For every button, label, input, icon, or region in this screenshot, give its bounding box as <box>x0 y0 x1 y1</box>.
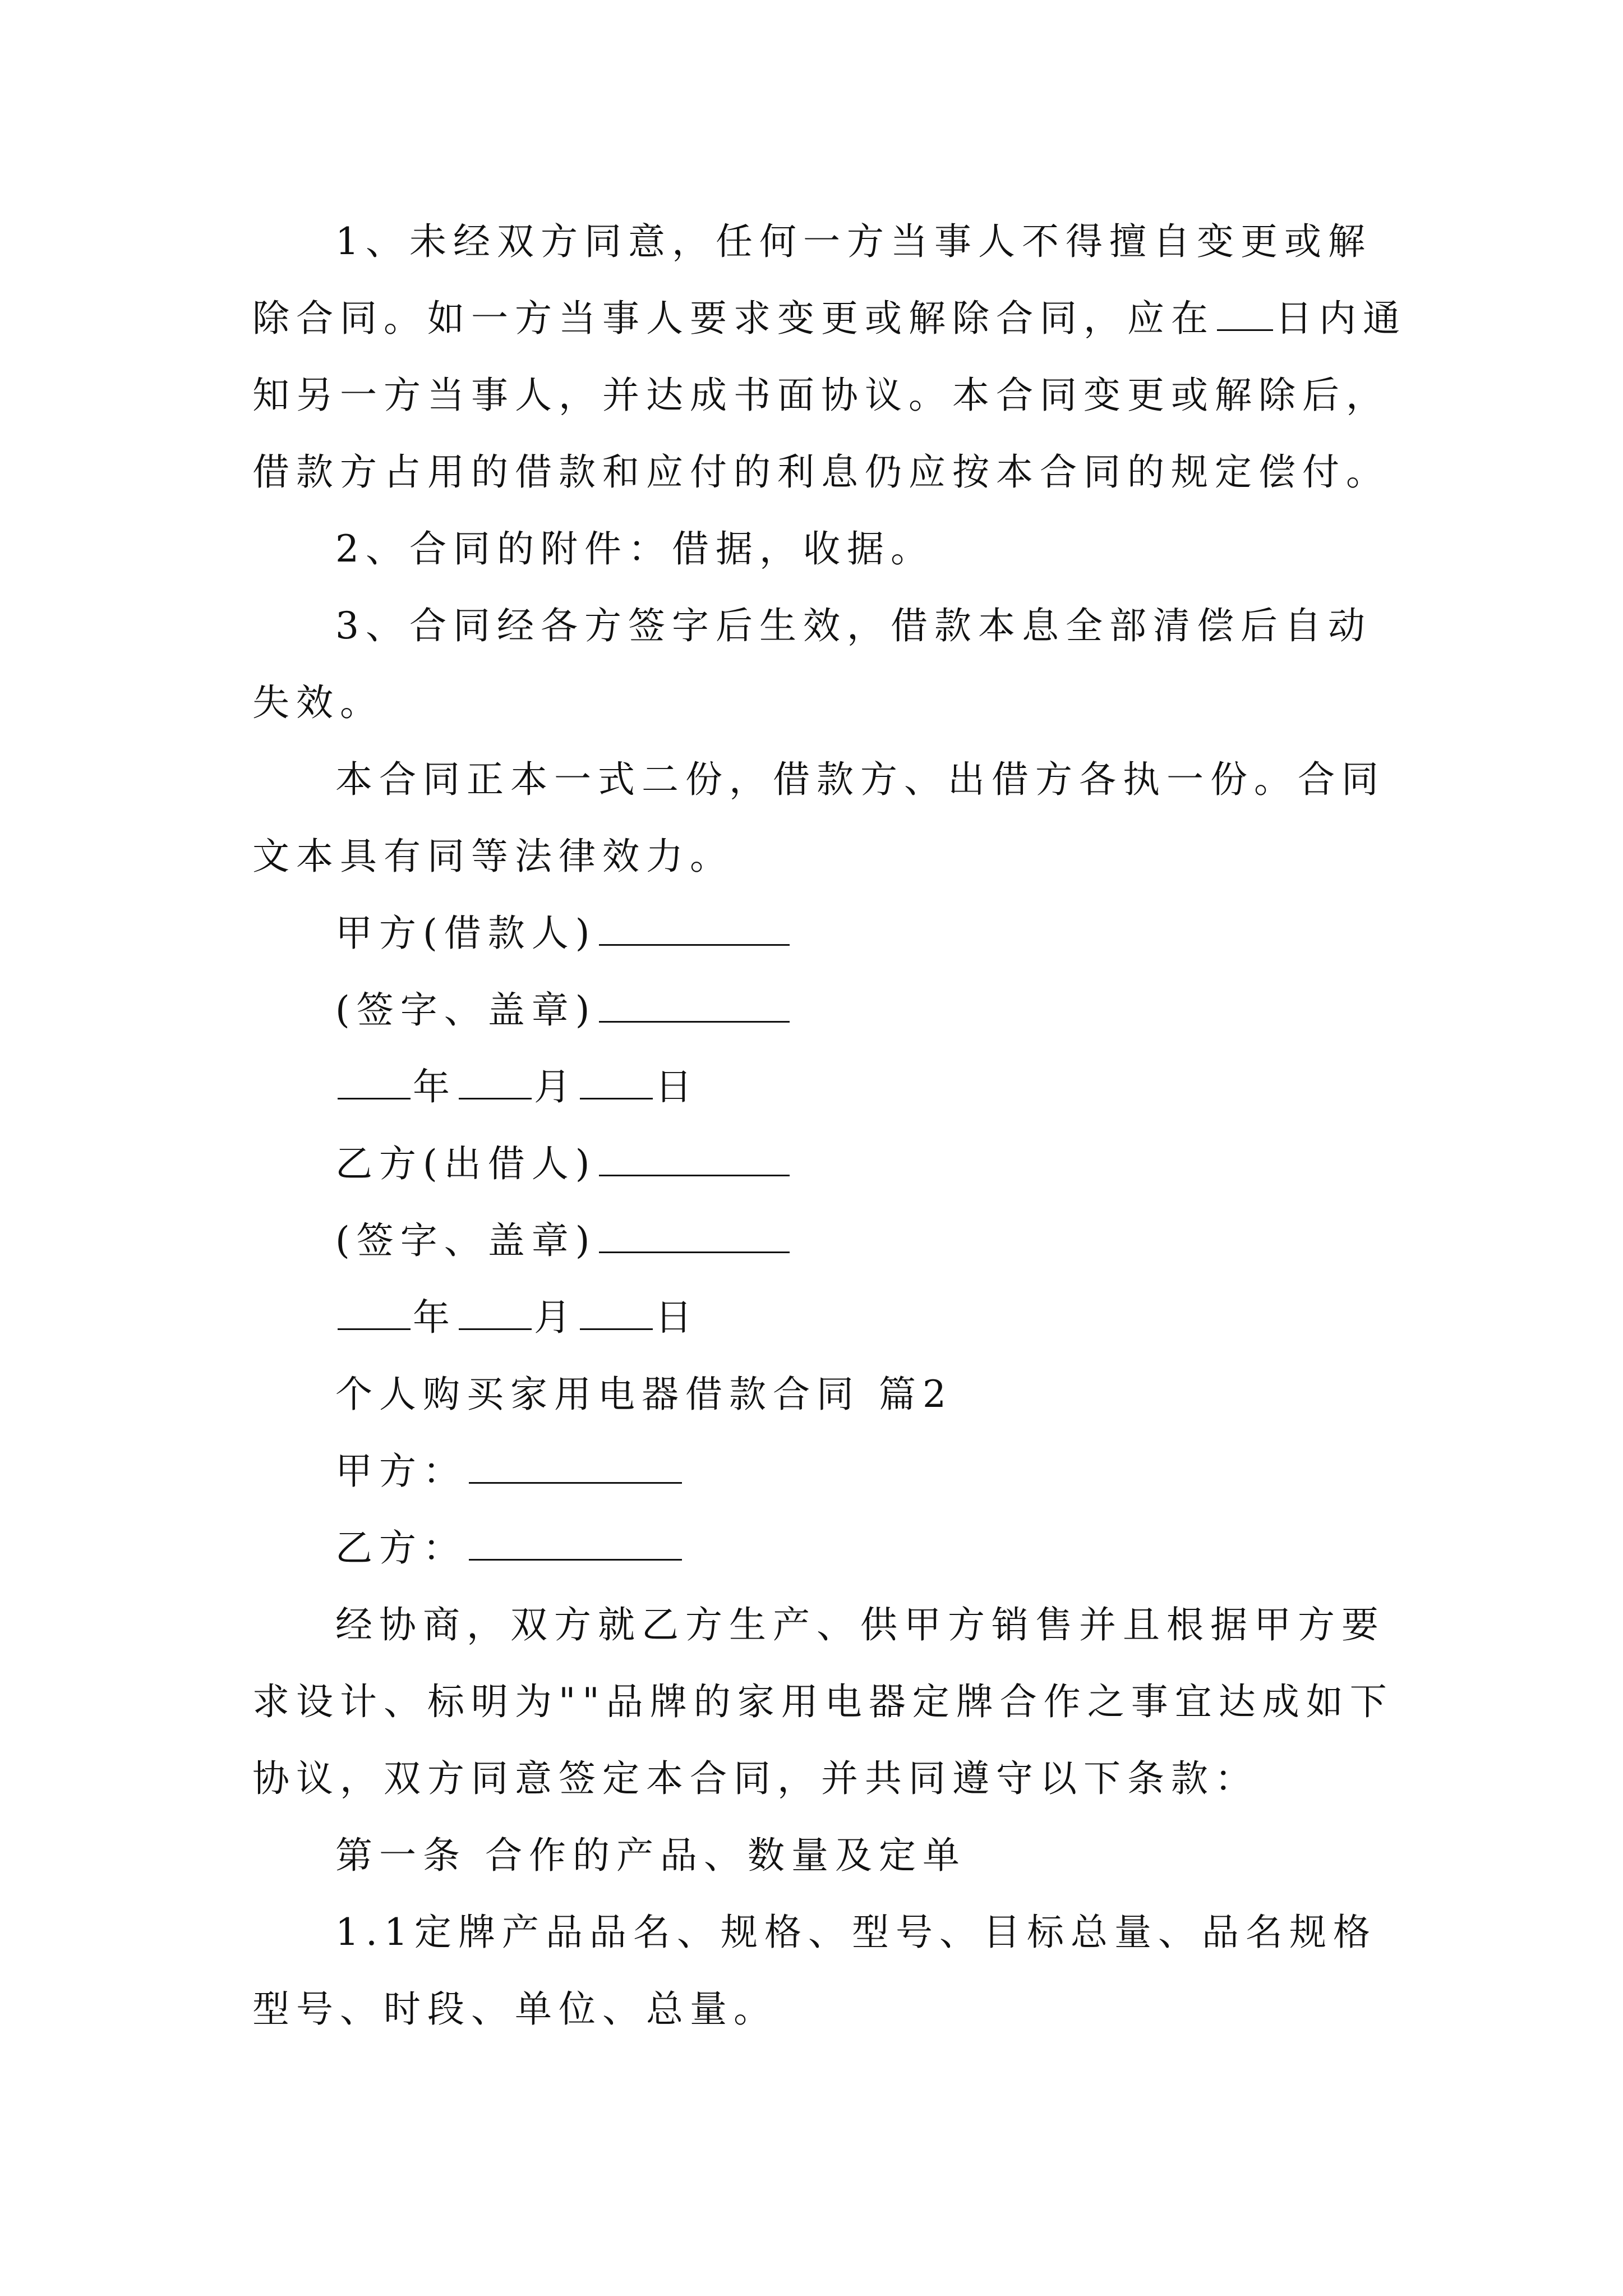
paragraph-line <box>252 1740 1402 1817</box>
party-blank <box>469 1450 682 1484</box>
line-text: (签字、盖章) <box>335 1219 597 1262</box>
paragraph-line <box>252 1663 1402 1740</box>
paragraph-line <box>335 1586 1485 1663</box>
year-blank <box>338 1296 411 1330</box>
line-text: (签字、盖章) <box>335 988 597 1032</box>
line-text: 甲方： <box>335 1450 467 1493</box>
paragraph-line <box>252 818 1402 895</box>
line-text: 本合同正本一式二份，借款方、出借方各执一份。合同 <box>335 758 1385 801</box>
line-text: 日内通 <box>1275 297 1407 340</box>
line-text: 失效。 <box>252 681 384 724</box>
signature-blank <box>599 988 790 1023</box>
line-text: 个人购买家用电器借款合同 篇2 <box>335 1373 953 1416</box>
line-text: 1.1定牌产品品名、规格、型号、目标总量、品名规格 <box>335 1911 1377 1954</box>
fill-in-blank <box>1217 297 1273 331</box>
paragraph-line <box>252 434 1402 510</box>
date-year-label: 年 <box>413 1296 457 1339</box>
paragraph-line <box>335 510 1485 587</box>
line-text: 知另一方当事人，并达成书面协议。本合同变更或解除后， <box>252 374 1390 417</box>
paragraph-line <box>335 1894 1485 1971</box>
day-blank <box>580 1296 653 1330</box>
paragraph-line <box>252 1971 1402 2047</box>
paragraph-line <box>252 664 1402 741</box>
line-text: 协议，双方同意签定本合同，并共同遵守以下条款： <box>252 1757 1258 1800</box>
day-blank <box>580 1065 653 1099</box>
line-text: 借款方占用的借款和应付的利息仍应按本合同的规定偿付。 <box>252 450 1390 494</box>
seal-line-party-b <box>335 1202 1485 1279</box>
line-text: 求设计、标明为""品牌的家用电器定牌合作之事宜达成如下 <box>252 1680 1394 1723</box>
line-text: 2、合同的附件：借据，收据。 <box>335 527 934 570</box>
signature-line-party-b <box>335 1125 1485 1202</box>
line-text: 经协商，双方就乙方生产、供甲方销售并且根据甲方要 <box>335 1603 1385 1646</box>
article-heading <box>335 1817 1485 1894</box>
paragraph-line <box>335 587 1485 664</box>
party-b-line <box>335 1510 1485 1586</box>
signature-blank <box>599 1219 790 1253</box>
paragraph-line <box>335 741 1485 818</box>
seal-line-party-a <box>335 972 1485 1048</box>
line-text: 文本具有同等法律效力。 <box>252 835 734 878</box>
month-blank <box>459 1296 532 1330</box>
line-text: 乙方： <box>335 1526 467 1570</box>
signature-line-party-a <box>335 895 1485 972</box>
line-text: 除合同。如一方当事人要求变更或解除合同，应在 <box>252 297 1215 340</box>
date-month-label: 月 <box>534 1065 578 1108</box>
date-year-label: 年 <box>413 1065 457 1108</box>
section-heading <box>335 1356 1485 1433</box>
line-text: 第一条 合作的产品、数量及定单 <box>335 1834 966 1877</box>
date-day-label: 日 <box>655 1296 699 1339</box>
month-blank <box>459 1065 532 1099</box>
paragraph-line <box>252 357 1402 434</box>
line-text: 1、未经双方同意，任何一方当事人不得擅自变更或解 <box>335 220 1372 263</box>
party-a-line <box>335 1433 1485 1510</box>
line-text: 甲方(借款人) <box>335 912 597 955</box>
year-blank <box>338 1065 411 1099</box>
paragraph-line <box>252 280 1407 357</box>
date-month-label: 月 <box>534 1296 578 1339</box>
line-text: 3、合同经各方签字后生效，借款本息全部清偿后自动 <box>335 604 1372 647</box>
date-line-party-b <box>335 1279 1485 1356</box>
date-line-party-a <box>335 1048 1485 1125</box>
party-blank <box>469 1526 682 1561</box>
signature-blank <box>599 1142 790 1176</box>
line-text: 型号、时段、单位、总量。 <box>252 1987 777 2031</box>
paragraph-line <box>335 203 1485 280</box>
line-text: 乙方(出借人) <box>335 1142 597 1185</box>
signature-blank <box>599 912 790 946</box>
date-day-label: 日 <box>655 1065 699 1108</box>
